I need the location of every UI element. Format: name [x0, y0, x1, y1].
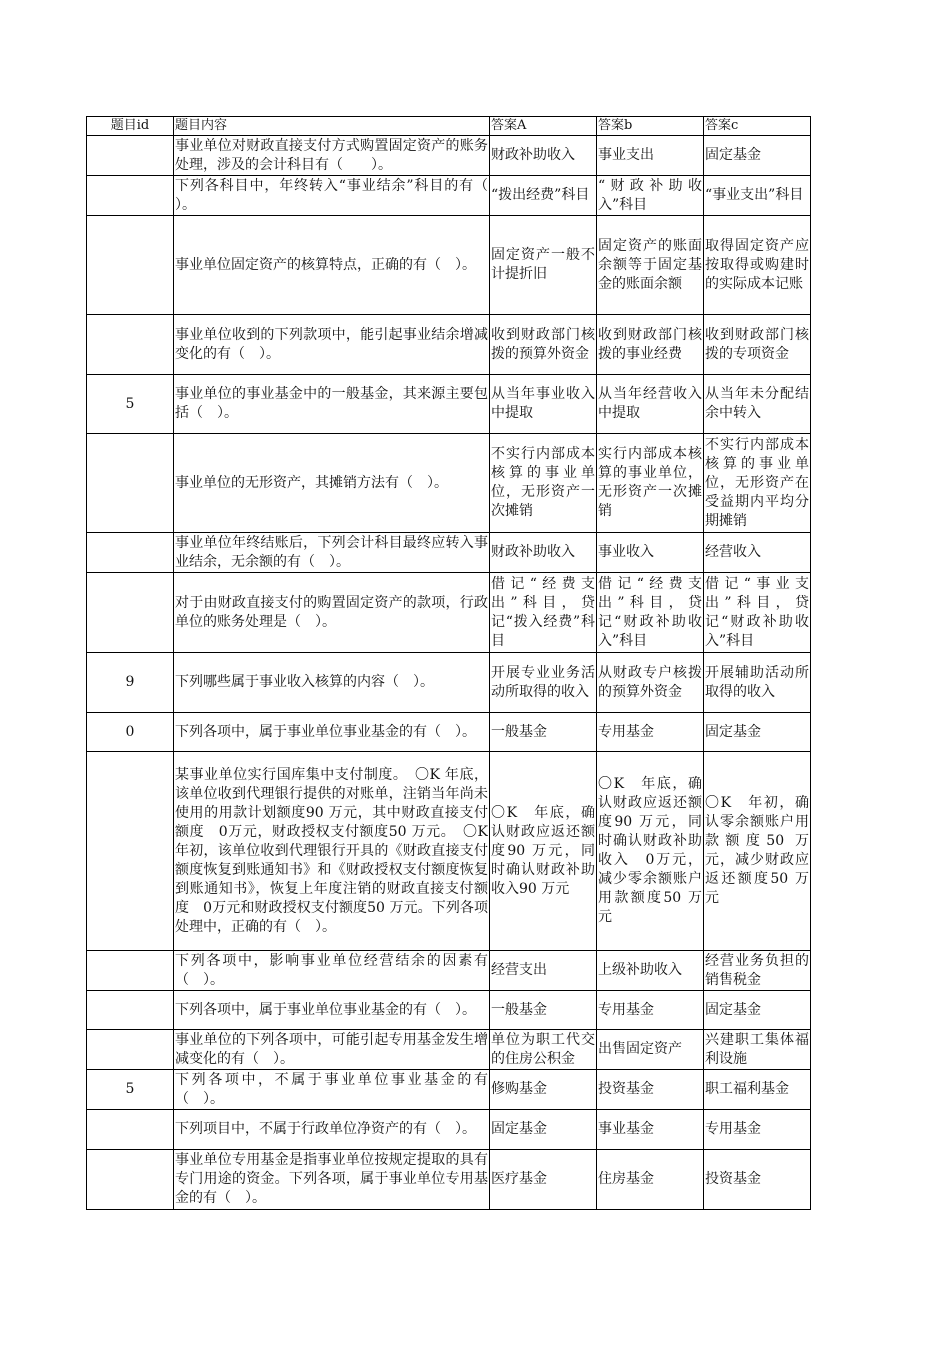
question-id-cell — [87, 176, 174, 216]
question-text-cell-text: 下列各项中，属于事业单位事业基金的有（ ）。 — [175, 723, 476, 740]
question-text-cell — [174, 1150, 490, 1210]
question-text-cell-text: 事业单位的下列各项中，可能引起专用基金发生增减变化的有（ ）。 — [175, 1031, 488, 1067]
table-row — [87, 434, 811, 533]
answer-a-cell-text: 固定资产一般不计提折旧 — [491, 247, 595, 282]
answer-a-cell-text: 修购基金 — [491, 1081, 547, 1097]
answer-c-cell-text: 经营收入 — [705, 544, 761, 560]
answer-b-cell-text: 实行内部成本核算的事业单位，无形资产一次摊销 — [598, 446, 702, 519]
answer-a-cell — [490, 573, 597, 653]
question-text-cell — [174, 533, 490, 573]
question-id-cell — [87, 136, 174, 176]
question-id-cell — [87, 375, 174, 434]
table-row — [87, 136, 811, 176]
answer-b-cell — [597, 573, 704, 653]
answer-b-cell — [597, 315, 704, 375]
answer-c-cell-text: 兴建职工集体福利设施 — [705, 1031, 809, 1067]
answer-b-cell-text: 固定资产的账面余额等于固定基金的账面余额 — [598, 237, 702, 292]
answer-b-cell — [597, 752, 704, 951]
answer-c-cell — [704, 1070, 811, 1110]
question-text-cell-text: 下列哪些属于事业收入核算的内容（ ）。 — [175, 674, 434, 690]
answer-a-cell-text: 借记“经费支出”科目，贷记“拨入经费”科目 — [491, 575, 595, 649]
question-text-cell-text: 事业单位的无形资产，其摊销方法有（ ）。 — [175, 474, 448, 491]
question-text-cell-text: 事业单位年终结账后，下列会计科目最终应转入事业结余，无余额的有（ ）。 — [175, 534, 488, 570]
answer-b-cell — [597, 1070, 704, 1110]
question-id-cell — [87, 216, 174, 315]
question-text-cell — [174, 1030, 490, 1070]
answer-b-cell — [597, 375, 704, 434]
table-row — [87, 573, 811, 653]
question-text-cell-text: 下列各科目中，年终转入“事业结余”科目的有（ ）。 — [175, 177, 488, 213]
answer-c-cell — [704, 434, 811, 533]
question-id-cell — [87, 713, 174, 752]
answer-a-cell-text: “拨出经费”科目 — [491, 187, 590, 203]
answer-b-cell — [597, 533, 704, 573]
question-id-cell — [87, 434, 174, 533]
answer-a-cell-text: 从当年事业收入中提取 — [491, 386, 595, 421]
answer-c-cell-text: 不实行内部成本核算的事业单位，无形资产在受益期内平均分期摊销 — [705, 436, 809, 529]
answer-c-cell-text: 职工福利基金 — [705, 1081, 789, 1097]
question-id-cell-text: 5 — [125, 395, 135, 412]
answer-c-cell — [704, 176, 811, 216]
table-row — [87, 176, 811, 216]
answer-b-cell — [597, 1110, 704, 1150]
question-table-body — [87, 117, 811, 1210]
answer-c-cell-text: 专用基金 — [705, 1121, 761, 1137]
table-row — [87, 1030, 811, 1070]
answer-b-cell-text: 专用基金 — [598, 723, 654, 740]
question-text-cell — [174, 752, 490, 951]
answer-b-cell — [597, 991, 704, 1030]
answer-b-cell-text: 上级补助收入 — [598, 962, 682, 978]
question-text-cell-text: 下列项目中，不属于行政单位净资产的有（ ）。 — [175, 1121, 476, 1137]
answer-c-cell-text: 收到财政部门核拨的专项资金 — [705, 326, 809, 362]
answer-b-cell-text: 从财政专户核拨的预算外资金 — [598, 664, 702, 700]
answer-c-cell-text: 取得固定资产应按取得或购建时的实际成本记账 — [705, 237, 809, 292]
question-id-cell — [87, 315, 174, 375]
question-text-cell — [174, 991, 490, 1030]
answer-b-cell-text: 出售固定资产 — [598, 1041, 682, 1057]
question-text-cell — [174, 375, 490, 434]
header-answer-c: 答案c — [704, 117, 811, 136]
answer-c-cell — [704, 315, 811, 375]
question-id-cell — [87, 951, 174, 991]
answer-c-cell-text: 〇K 年初，确认零余额账户用款额度50 万元，减少财政应返还额度50 万元 — [705, 795, 809, 906]
answer-a-cell — [490, 136, 597, 176]
question-id-cell — [87, 1110, 174, 1150]
answer-a-cell — [490, 1070, 597, 1110]
answer-b-cell — [597, 713, 704, 752]
answer-a-cell-text: 开展专业业务活动所取得的收入 — [491, 664, 595, 700]
answer-b-cell-text: 事业收入 — [598, 544, 654, 560]
answer-b-cell-text: 从当年经营收入中提取 — [598, 386, 702, 421]
question-text-cell — [174, 653, 490, 713]
answer-b-cell-text: 收到财政部门核拨的事业经费 — [598, 326, 702, 362]
answer-a-cell-text: 医疗基金 — [491, 1171, 547, 1187]
answer-c-cell — [704, 136, 811, 176]
answer-a-cell-text: 财政补助收入 — [491, 544, 575, 560]
answer-b-cell — [597, 176, 704, 216]
question-id-cell — [87, 1150, 174, 1210]
question-text-cell — [174, 1070, 490, 1110]
table-row — [87, 533, 811, 573]
answer-b-cell-text: 〇K 年底，确认财政应返还额度90 万元，同时确认财政补助收入 0万元，减少零余额账户用款额度50 万元 — [598, 776, 702, 925]
answer-a-cell-text: 固定基金 — [491, 1121, 547, 1137]
header-answer-b: 答案b — [597, 117, 704, 136]
question-text-cell-text: 对于由财政直接支付的购置固定资产的款项，行政单位的账务处理是（ ）。 — [175, 594, 488, 630]
question-text-cell-text: 事业单位固定资产的核算特点，正确的有（ ）。 — [175, 256, 476, 273]
question-id-cell-text: 5 — [125, 1081, 135, 1097]
table-row — [87, 752, 811, 951]
answer-c-cell — [704, 1150, 811, 1210]
answer-b-cell-text: “财政补助收入”科目 — [598, 177, 702, 213]
question-id-cell — [87, 1070, 174, 1110]
answer-b-cell-text: 投资基金 — [598, 1081, 654, 1097]
answer-c-cell — [704, 951, 811, 991]
question-id-cell — [87, 533, 174, 573]
question-text-cell — [174, 176, 490, 216]
answer-c-cell — [704, 1110, 811, 1150]
table-row — [87, 1070, 811, 1110]
answer-b-cell-text: 事业基金 — [598, 1121, 654, 1137]
question-text-cell — [174, 573, 490, 653]
question-id-cell-text: 0 — [125, 723, 135, 740]
question-text-cell-text: 事业单位的事业基金中的一般基金，其来源主要包括（ ）。 — [175, 386, 488, 421]
table-row — [87, 375, 811, 434]
answer-b-cell — [597, 1150, 704, 1210]
answer-a-cell-text: 〇K 年底，确认财政应返还额度90 万元，同时确认财政补助收入90 万元 — [491, 804, 595, 897]
question-text-cell — [174, 1110, 490, 1150]
question-text-cell — [174, 315, 490, 375]
answer-c-cell-text: 固定基金 — [705, 147, 761, 163]
answer-a-cell-text: 一般基金 — [491, 723, 547, 740]
answer-c-cell — [704, 375, 811, 434]
table-row — [87, 951, 811, 991]
answer-c-cell-text: 固定基金 — [705, 1001, 761, 1018]
header-content: 题目内容 — [174, 117, 490, 136]
question-text-cell — [174, 136, 490, 176]
answer-c-cell — [704, 991, 811, 1030]
table-row — [87, 653, 811, 713]
question-id-cell-text: 9 — [125, 674, 135, 690]
question-text-cell-text: 下列各项中，影响事业单位经营结余的因素有（ ）。 — [175, 952, 488, 988]
answer-a-cell-text: 一般基金 — [491, 1001, 547, 1018]
table-row — [87, 216, 811, 315]
question-text-cell-text: 事业单位收到的下列款项中，能引起事业结余增减变化的有（ ）。 — [175, 326, 488, 362]
question-text-cell-text: 下列各项中，不属于事业单位事业基金的有（ ）。 — [175, 1071, 488, 1107]
question-text-cell — [174, 713, 490, 752]
question-text-cell-text: 事业单位专用基金是指事业单位按规定提取的具有专门用途的资金。下列各项，属于事业单位专用基金的有（ ）。 — [175, 1152, 488, 1206]
answer-c-cell — [704, 216, 811, 315]
answer-a-cell — [490, 653, 597, 713]
answer-b-cell — [597, 136, 704, 176]
answer-c-cell-text: 借记“事业支出”科目，贷记“财政补助收入”科目 — [705, 575, 809, 649]
answer-a-cell — [490, 176, 597, 216]
answer-a-cell — [490, 1110, 597, 1150]
answer-b-cell-text: 住房基金 — [598, 1171, 654, 1187]
question-id-cell — [87, 573, 174, 653]
question-text-cell — [174, 216, 490, 315]
question-id-cell — [87, 653, 174, 713]
table-row — [87, 713, 811, 752]
answer-a-cell — [490, 434, 597, 533]
answer-c-cell-text: 投资基金 — [705, 1171, 761, 1187]
answer-a-cell — [490, 315, 597, 375]
answer-c-cell — [704, 653, 811, 713]
answer-b-cell-text: 专用基金 — [598, 1001, 654, 1018]
question-text-cell-text: 事业单位对财政直接支付方式购置固定资产的账务处理，涉及的会计科目有（ ）。 — [175, 137, 488, 173]
answer-b-cell-text: 借记“经费支出”科目，贷记“财政补助收入”科目 — [598, 575, 702, 649]
table-row — [87, 1150, 811, 1210]
answer-a-cell — [490, 533, 597, 573]
table-row — [87, 991, 811, 1030]
answer-c-cell-text: 经营业务负担的销售税金 — [705, 952, 809, 988]
answer-b-cell-text: 事业支出 — [598, 147, 654, 163]
header-row — [87, 117, 811, 136]
answer-a-cell — [490, 1030, 597, 1070]
answer-a-cell — [490, 752, 597, 951]
answer-a-cell — [490, 951, 597, 991]
answer-b-cell — [597, 653, 704, 713]
answer-a-cell — [490, 991, 597, 1030]
question-text-cell-text: 下列各项中，属于事业单位事业基金的有（ ）。 — [175, 1001, 476, 1018]
answer-a-cell-text: 不实行内部成本核算的事业单位，无形资产一次摊销 — [491, 446, 595, 519]
question-text-cell-text: 某事业单位实行国库集中支付制度。 〇K 年底，该单位收到代理银行提供的对账单，注销当年尚未使用的用款计划额度90 万元，其中财政直接支付额度 0万元，财政授权支付额度50 万元。 〇K 年初，该单位收到代理银行开具的《财政直接支付额度恢复到账通知书》和《财政授权支付额度恢复到账通知书》，恢复上年度注销的财政直接支付额度 0万元和财政授权支付额度50 万元。下列各项处理中，正确的有（ ）。 — [175, 766, 488, 935]
answer-a-cell — [490, 216, 597, 315]
question-text-cell — [174, 951, 490, 991]
question-id-cell — [87, 991, 174, 1030]
answer-a-cell — [490, 375, 597, 434]
question-table — [86, 116, 811, 1210]
answer-c-cell — [704, 573, 811, 653]
table-row — [87, 315, 811, 375]
answer-b-cell — [597, 216, 704, 315]
answer-c-cell — [704, 752, 811, 951]
answer-a-cell-text: 财政补助收入 — [491, 147, 575, 163]
answer-c-cell-text: “事业支出”科目 — [705, 187, 804, 203]
header-id: 题目id — [87, 117, 174, 136]
answer-c-cell — [704, 713, 811, 752]
answer-c-cell-text: 固定基金 — [705, 723, 761, 740]
question-id-cell — [87, 752, 174, 951]
question-text-cell — [174, 434, 490, 533]
answer-c-cell-text: 从当年未分配结余中转入 — [705, 386, 809, 421]
answer-c-cell — [704, 1030, 811, 1070]
question-id-cell — [87, 1030, 174, 1070]
table-row — [87, 1110, 811, 1150]
answer-b-cell — [597, 1030, 704, 1070]
answer-a-cell — [490, 713, 597, 752]
answer-a-cell — [490, 1150, 597, 1210]
answer-a-cell-text: 单位为职工代交的住房公积金 — [491, 1031, 595, 1067]
answer-a-cell-text: 经营支出 — [491, 962, 547, 978]
answer-b-cell — [597, 951, 704, 991]
answer-c-cell — [704, 533, 811, 573]
answer-b-cell — [597, 434, 704, 533]
answer-a-cell-text: 收到财政部门核拨的预算外资金 — [491, 326, 595, 362]
header-answer-a: 答案A — [490, 117, 597, 136]
answer-c-cell-text: 开展辅助活动所取得的收入 — [705, 664, 809, 700]
